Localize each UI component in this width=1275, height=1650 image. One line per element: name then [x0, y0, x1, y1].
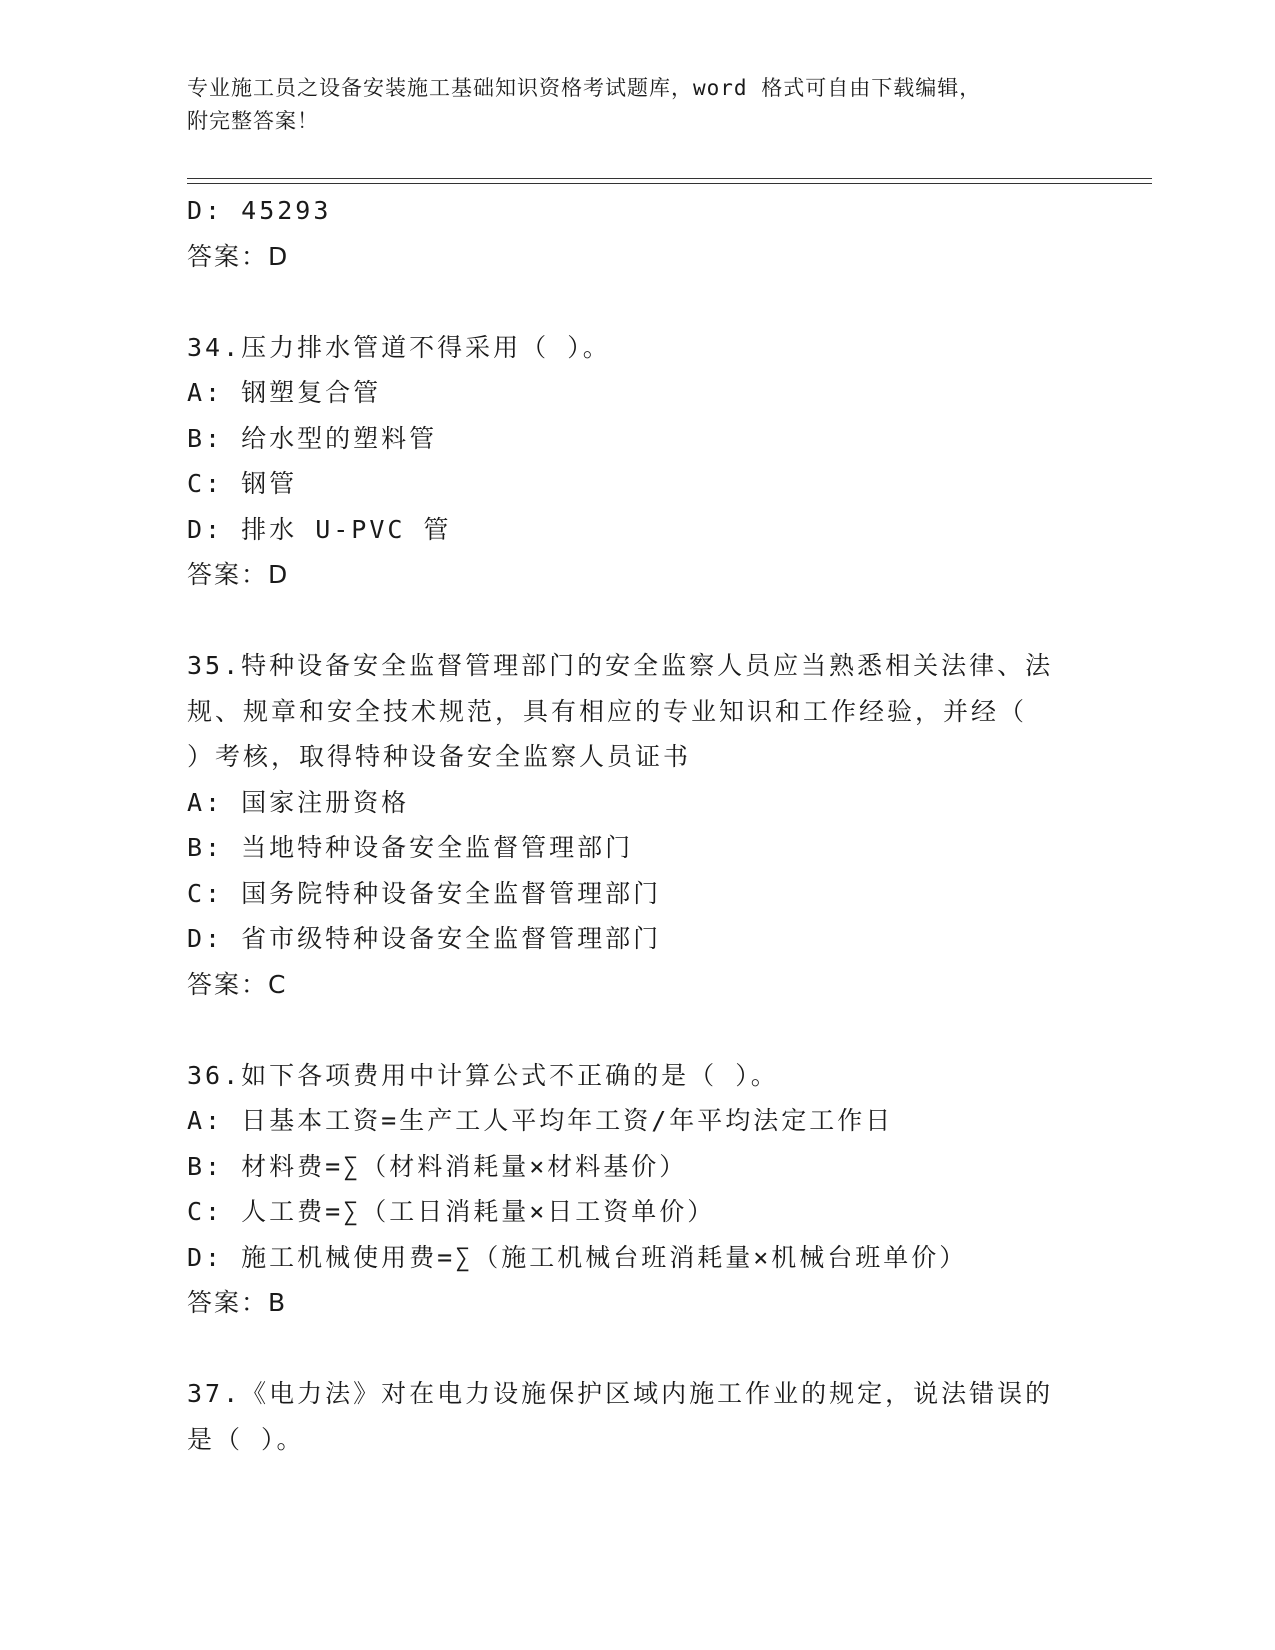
header-rule-bottom — [187, 183, 1152, 184]
header-line-2: 附完整答案！ — [187, 109, 319, 133]
question-36 — [187, 1053, 1087, 1326]
option-a: A: 日基本工资=生产工人平均年工资/年平均法定工作日 — [187, 1106, 894, 1135]
header-line-1: 专业施工员之设备安装施工基础知识资格考试题库，word 格式可自由下载编辑， — [187, 76, 982, 100]
question-text-line-3: ）考核，取得特种设备安全监察人员证书 — [187, 742, 692, 771]
option-b: B: 给水型的塑料管 — [187, 423, 438, 453]
option-b: B: 材料费=∑（材料消耗量×材料基价） — [187, 1151, 688, 1181]
answer-line: 答案：D — [187, 241, 290, 271]
question-text-line-2: 规、规章和安全技术规范，具有相应的专业知识和工作经验，并经（ — [187, 696, 1028, 726]
header-rule-top — [187, 178, 1152, 179]
question-35 — [187, 643, 1087, 1007]
question-text: 36.如下各项费用中计算公式不正确的是（ ）。 — [187, 1060, 779, 1090]
spacer — [187, 279, 1087, 325]
option-d: D: 45293 — [187, 196, 332, 225]
question-text-line-1: 37.《电力法》对在电力设施保护区域内施工作业的规定，说法错误的 — [187, 1379, 1054, 1408]
option-d: D: 排水 U-PVC 管 — [187, 514, 452, 544]
option-c: C: 钢管 — [187, 469, 298, 498]
option-a: A: 国家注册资格 — [187, 787, 410, 817]
answer-line: 答案：D — [187, 560, 290, 589]
question-list — [187, 188, 1087, 1462]
answer-line: 答案：C — [187, 969, 288, 999]
option-c: C: 国务院特种设备安全监督管理部门 — [187, 878, 662, 908]
spacer — [187, 598, 1087, 644]
option-d: D: 施工机械使用费=∑（施工机械台班消耗量×机械台班单价） — [187, 1242, 968, 1272]
page-header — [187, 72, 1067, 138]
question-text: 34.压力排水管道不得采用（ ）。 — [187, 332, 611, 362]
question-37 — [187, 1371, 1087, 1462]
option-d: D: 省市级特种设备安全监督管理部门 — [187, 924, 662, 953]
option-a: A: 钢塑复合管 — [187, 378, 382, 407]
spacer — [187, 1007, 1087, 1053]
answer-line: 答案：B — [187, 1288, 288, 1317]
question-text-line-2: 是（ ）。 — [187, 1424, 305, 1454]
option-c: C: 人工费=∑（工日消耗量×日工资单价） — [187, 1197, 716, 1226]
spacer — [187, 1326, 1087, 1372]
question-text-line-1: 35.特种设备安全监督管理部门的安全监察人员应当熟悉相关法律、法 — [187, 651, 1054, 680]
question-34 — [187, 325, 1087, 598]
option-b: B: 当地特种设备安全监督管理部门 — [187, 833, 634, 862]
